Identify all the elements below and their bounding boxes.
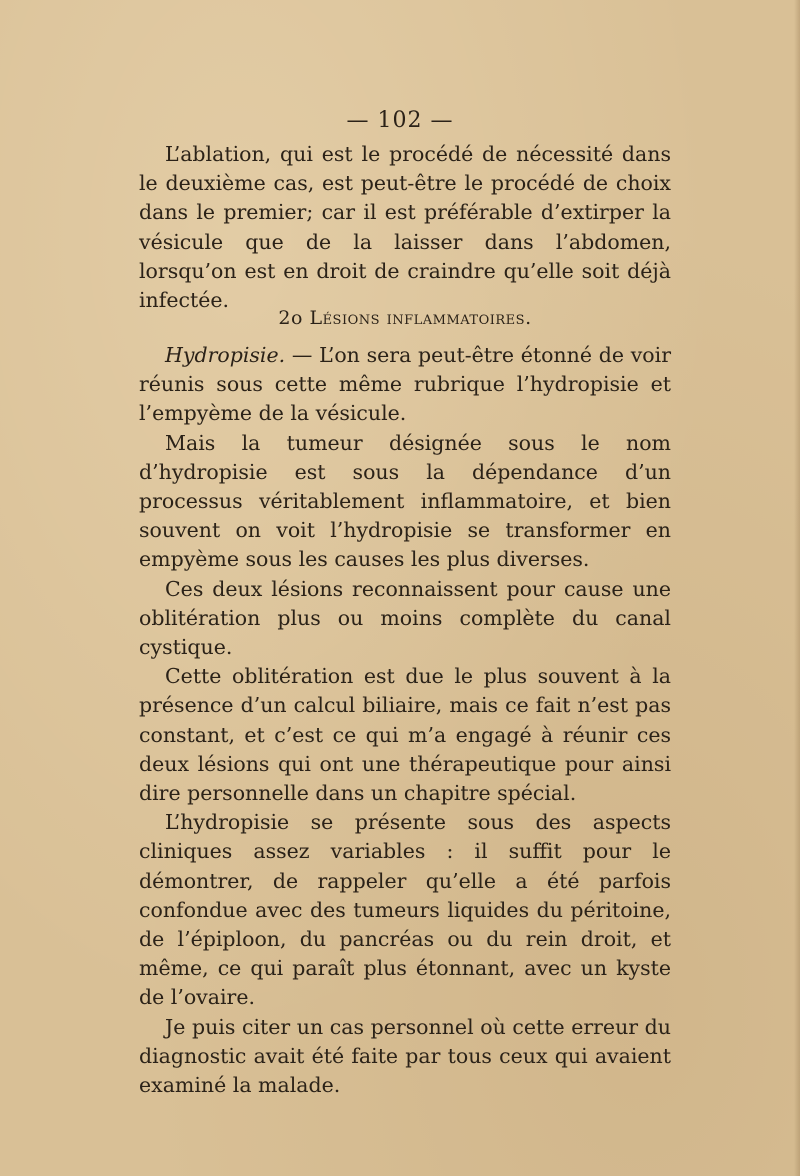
paragraph-hydropisie (139, 341, 671, 429)
section-title: Lésions inflammatoires. (309, 307, 532, 329)
section-heading (139, 307, 671, 329)
paragraph-cas-personnel: Je puis citer un cas personnel où cette erreur du diagnostic avait été faite par tous ceux qui avaient examiné la malade. (139, 1014, 671, 1098)
paragraph-ablation: L’ablation, qui est le procédé de nécessité dans le deuxième cas, est peut-être le procédé de choix dans le premier; car il est préférable d’extirper la vésicule que de la laisser dans l’abdomen, lorsqu’on est en droit de craindre qu’elle soit déjà infectée. (139, 142, 671, 313)
paragraph-lesions: Ces deux lésions reconnaissent pour cause une oblitération plus ou moins complète du canal cystique. (139, 576, 671, 660)
body-text-block (139, 341, 671, 1100)
paragraph-tumeur: Mais la tumeur désignée sous le nom d’hydropisie est sous la dépendance d’un processus véritablement inflammatoire, et bien souvent on voit l’hydropisie se transformer en empyème sous les causes les plus diverses. (139, 430, 671, 572)
page-number: — 102 — (346, 108, 454, 133)
paragraph-obliteration: Cette oblitération est due le plus souvent à la présence d’un calcul biliaire, mais ce fait n’est pas constant, et c’est ce qui m’a engagé à réunir ces deux lésions qui ont une thérapeutique pour ainsi dire personnelle dans un chapitre spécial. (139, 664, 671, 806)
page-edge-shadow (794, 0, 800, 1176)
intro-text-block (139, 140, 671, 315)
paragraph-hydropisie-text: — L’on sera peut-être étonné de voir réunis sous cette même rubrique l’hydropisie et l’empyème de la vésicule. (139, 343, 671, 426)
section-number: 2o (278, 307, 303, 329)
paragraph-aspects: L’hydropisie se présente sous des aspects cliniques assez variables : il suffit pour le démontrer, de rappeler qu’elle a été parfois confondue avec des tumeurs liquides du péritoine, de l’épiploon, du pancréas ou du rein droit, et même, ce qui paraît plus étonnant, avec un kyste de l’ovaire. (139, 810, 671, 1010)
paragraph-lead-hydropisie: Hydropisie. (165, 343, 286, 367)
